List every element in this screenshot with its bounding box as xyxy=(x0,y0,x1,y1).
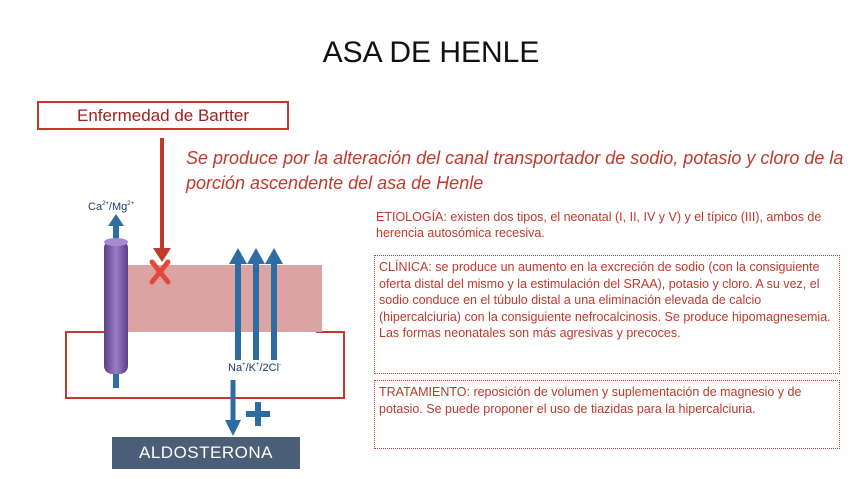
aldosterone-arrowhead xyxy=(225,420,241,436)
etiology-text: ETIOLOGÍA: existen dos tipos, el neonatal (I, II, IV y V) y el típico (III), ambos de herencia autosómica recesiva. xyxy=(376,210,822,240)
ca-mg-channel xyxy=(104,240,128,374)
description-text: Se produce por la alteración del canal transportador de sodio, potasio y cloro de la porción ascendente del asa de Henle xyxy=(186,148,844,193)
page-title: ASA DE HENLE xyxy=(322,36,540,69)
plus-icon xyxy=(246,402,270,426)
ca-mg-arrowhead xyxy=(108,214,124,226)
aldosterona-box: ALDOSTERONA xyxy=(112,437,300,469)
tratamiento-text: TRATAMIENTO: reposición de volumen y suplementación de magnesio y de potasio. Se puede proponer el uso de tiazidas para la hipercalciuria. xyxy=(379,385,802,416)
na-k-cl-label: Na+/K+/2Cl- xyxy=(228,362,282,374)
tubule-segment xyxy=(108,265,322,332)
clinica-text: CLÍNICA: se produce un aumento en la excreción de sodio (con la consiguiente oferta distal del mismo y la estimulación del SRAA), potasio y cloro. A su vez, el sodio conduce en el túbulo distal a una eliminación elevada de calcio (hipercalciuria) con la consiguiente nefrocalcinosis. Se produce hipomagnesemia. Las formas neonatales son más agresivas y precoces. xyxy=(379,260,831,341)
nkcc-arrows xyxy=(229,248,283,360)
ca-mg-label: $Ca^{2+}/Mg^{2+}$ xyxy=(88,201,135,213)
disease-box: Enfermedad de Bartter xyxy=(37,101,289,130)
